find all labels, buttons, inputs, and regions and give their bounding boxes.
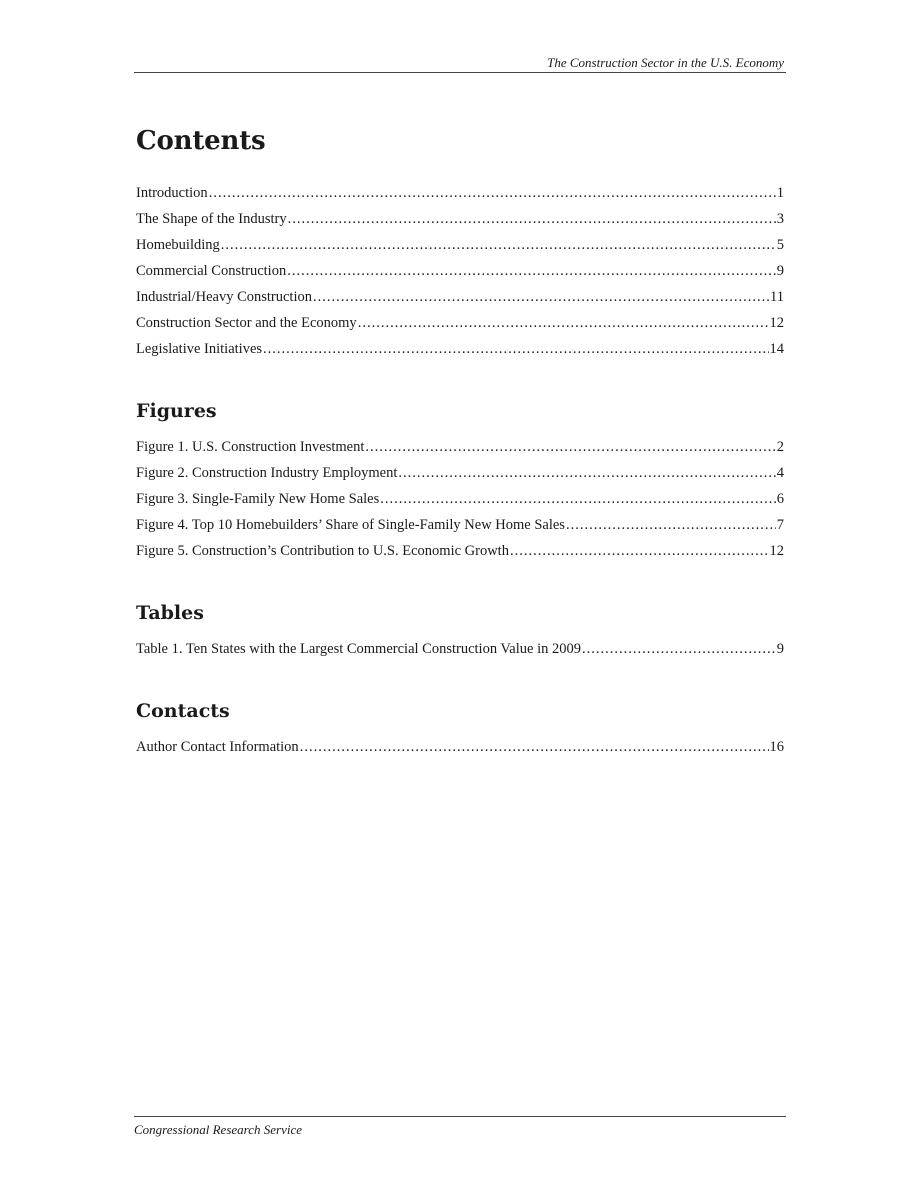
toc-entry-label: Figure 4. Top 10 Homebuilders’ Share of Single-Family New Home Sales <box>136 517 565 533</box>
contacts-section <box>136 698 784 760</box>
toc-entry-figure-4[interactable] <box>136 512 784 538</box>
tables-heading: Tables <box>136 602 204 624</box>
running-footer <box>134 1116 786 1138</box>
toc-entry-label: Author Contact Information <box>136 739 299 755</box>
dot-leader <box>300 734 769 760</box>
toc-entry-page: 3 <box>776 211 784 227</box>
toc-entry-label: Homebuilding <box>136 237 220 253</box>
toc-entry-page: 6 <box>776 491 784 507</box>
toc-entry-figure-5[interactable] <box>136 538 784 564</box>
toc-entry-page: 12 <box>769 315 784 331</box>
toc-entry-introduction[interactable] <box>136 180 784 206</box>
contents-list <box>136 180 784 362</box>
toc-entry-label: Figure 1. U.S. Construction Investment <box>136 439 365 455</box>
dot-leader <box>582 636 776 662</box>
dot-leader <box>288 206 776 232</box>
toc-entry-label: Industrial/Heavy Construction <box>136 289 312 305</box>
toc-entry-page: 4 <box>776 465 784 481</box>
dot-leader <box>510 538 769 564</box>
contents-heading: Contents <box>136 126 266 156</box>
toc-entry-sector-and-economy[interactable] <box>136 310 784 336</box>
running-header-title: The Construction Sector in the U.S. Economy <box>547 55 784 70</box>
toc-entry-label: Construction Sector and the Economy <box>136 315 357 331</box>
toc-entry-page: 12 <box>769 543 784 559</box>
toc-entry-commercial-construction[interactable] <box>136 258 784 284</box>
toc-entry-label: Figure 3. Single-Family New Home Sales <box>136 491 380 507</box>
toc-entry-label: Legislative Initiatives <box>136 341 263 357</box>
toc-entry-label: Figure 2. Construction Industry Employment <box>136 465 398 481</box>
toc-entry-label: Figure 5. Construction’s Contribution to U.S. Economic Growth <box>136 543 509 559</box>
toc-entry-page: 9 <box>776 263 784 279</box>
toc-entry-shape-of-industry[interactable] <box>136 206 784 232</box>
toc-entry-label: Introduction <box>136 185 208 201</box>
toc-entry-page: 5 <box>776 237 784 253</box>
toc-entry-page: 7 <box>776 517 784 533</box>
toc-entry-page: 11 <box>770 289 784 305</box>
toc-entry-figure-3[interactable] <box>136 486 784 512</box>
dot-leader <box>398 460 775 486</box>
toc-entry-page: 16 <box>769 739 784 755</box>
dot-leader <box>365 434 775 460</box>
toc-entry-figure-2[interactable] <box>136 460 784 486</box>
toc-entry-label: Commercial Construction <box>136 263 287 279</box>
tables-list <box>136 636 784 662</box>
table-of-contents <box>136 124 784 760</box>
dot-leader <box>263 336 768 362</box>
figures-list <box>136 434 784 564</box>
footer-organization: Congressional Research Service <box>134 1122 302 1137</box>
dot-leader <box>358 310 769 336</box>
toc-entry-legislative-initiatives[interactable] <box>136 336 784 362</box>
figures-heading: Figures <box>136 400 217 422</box>
tables-section <box>136 600 784 662</box>
toc-entry-page: 2 <box>776 439 784 455</box>
toc-entry-author-contact[interactable] <box>136 734 784 760</box>
toc-entry-page: 1 <box>776 185 784 201</box>
toc-entry-table-1[interactable] <box>136 636 784 662</box>
toc-entry-label: The Shape of the Industry <box>136 211 287 227</box>
dot-leader <box>287 258 776 284</box>
contacts-list <box>136 734 784 760</box>
contents-section <box>136 124 784 362</box>
toc-entry-label: Table 1. Ten States with the Largest Commercial Construction Value in 2009 <box>136 641 581 657</box>
contacts-heading: Contacts <box>136 700 230 722</box>
figures-section <box>136 398 784 564</box>
running-header <box>134 56 786 73</box>
dot-leader <box>221 232 776 258</box>
toc-entry-page: 14 <box>769 341 784 357</box>
toc-entry-page: 9 <box>776 641 784 657</box>
dot-leader <box>313 284 769 310</box>
toc-entry-figure-1[interactable] <box>136 434 784 460</box>
toc-entry-industrial-heavy[interactable] <box>136 284 784 310</box>
dot-leader <box>209 180 776 206</box>
dot-leader <box>566 512 776 538</box>
toc-entry-homebuilding[interactable] <box>136 232 784 258</box>
dot-leader <box>380 486 775 512</box>
